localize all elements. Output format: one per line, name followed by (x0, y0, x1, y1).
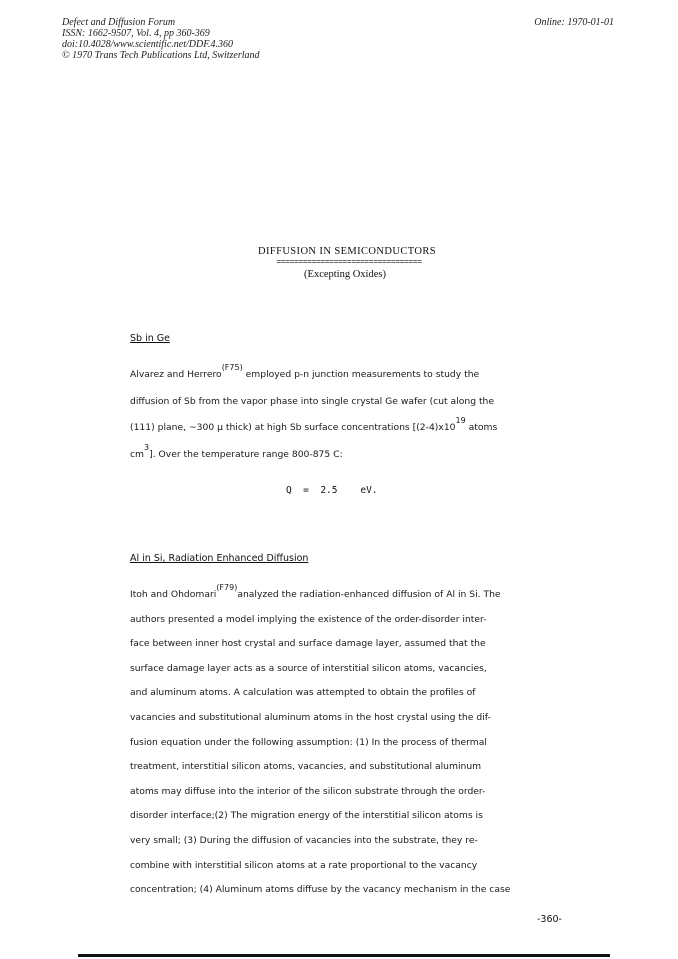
superscript: (F79) (216, 583, 238, 592)
section-heading-al-in-si: Al in Si, Radiation Enhanced Diffusion (130, 553, 309, 564)
activation-energy-equation: Q = 2.5 eV. (286, 485, 378, 496)
line-text: disorder interface;(2) The migration energy of the interstitial silicon atoms is (130, 810, 483, 822)
superscript: 19 (455, 416, 466, 425)
line-text: cm (130, 448, 145, 460)
text-line (130, 396, 494, 407)
bottom-rule (78, 954, 610, 957)
line-text: very small; (3) During the diffusion of vacancies into the substrate, they re- (130, 835, 478, 846)
text-line (130, 737, 487, 748)
page-title: DIFFUSION IN SEMICONDUCTORS (257, 246, 437, 257)
line-text: atoms may diffuse into the interior of the silicon substrate through the order- (130, 785, 486, 797)
line-text: treatment, interstitial silicon atoms, vacancies, and substitutional aluminum (130, 761, 482, 773)
line-text: Alvarez and Herrero (130, 369, 222, 380)
text-line (130, 712, 491, 723)
issn-line: ISSN: 1662-9507, Vol. 4, pp 360-369 (62, 28, 210, 39)
page-subtitle: (Excepting Oxides) (304, 269, 386, 280)
text-line (130, 786, 485, 797)
superscript: (F75) (221, 363, 243, 372)
text-line (130, 442, 343, 460)
line-text: vacancies and substitutional aluminum atoms in the host crystal using the dif- (130, 712, 491, 723)
line-text: face between inner host crystal and surface damage layer, assumed that the (130, 638, 486, 650)
line-text: concentration; (4) Aluminum atoms diffuse by the vacancy mechanism in the case (130, 884, 511, 896)
line-text: Itoh and Ohdomari (130, 589, 217, 600)
line-text: fusion equation under the following assumption: (1) In the process of thermal (130, 736, 487, 748)
header-citation-block (62, 17, 260, 61)
text-line (130, 835, 478, 846)
line-text: and aluminum atoms. A calculation was attempted to obtain the profiles of (130, 687, 476, 699)
line-text: atoms (465, 422, 498, 433)
title-underline: ================================= (276, 258, 422, 267)
text-line (130, 416, 498, 433)
text-line (130, 614, 487, 625)
copyright-line: © 1970 Trans Tech Publications Ltd, Switzerland (62, 50, 260, 61)
line-text: analyzed the radiation-enhanced diffusion of Al in Si. The (237, 589, 501, 600)
text-line (130, 761, 481, 772)
line-text: employed p-n junction measurements to study the (242, 369, 480, 380)
doi-line: doi:10.4028/www.scientific.net/DDF.4.360 (62, 39, 234, 50)
journal-name: Defect and Diffusion Forum (62, 17, 176, 28)
line-text: diffusion of Sb from the vapor phase into single crystal Ge wafer (cut along the (130, 395, 495, 407)
text-line (130, 363, 480, 380)
text-line (130, 884, 510, 895)
title-block (0, 246, 678, 280)
line-text: combine with interstitial silicon atoms at a rate proportional to the vacancy (130, 859, 478, 871)
line-text: ]. Over the temperature range 800-875 C: (149, 448, 343, 460)
text-line (130, 810, 483, 821)
online-date: Online: 1970-01-01 (534, 17, 614, 28)
text-line (130, 583, 501, 600)
section-heading-sb-in-ge: Sb in Ge (130, 333, 170, 344)
text-line (130, 638, 486, 649)
text-line (130, 860, 477, 871)
page-number: -360- (537, 914, 562, 925)
line-text: surface damage layer acts as a source of interstitial silicon atoms, vacancies, (130, 662, 487, 674)
text-line (130, 663, 487, 674)
text-line (130, 687, 476, 698)
line-text: (111) plane, ~300 μ thick) at high Sb surface concentrations [(2-4)x10 (130, 422, 456, 433)
superscript: 3 (144, 442, 150, 452)
line-text: authors presented a model implying the existence of the order-disorder inter- (130, 613, 487, 625)
